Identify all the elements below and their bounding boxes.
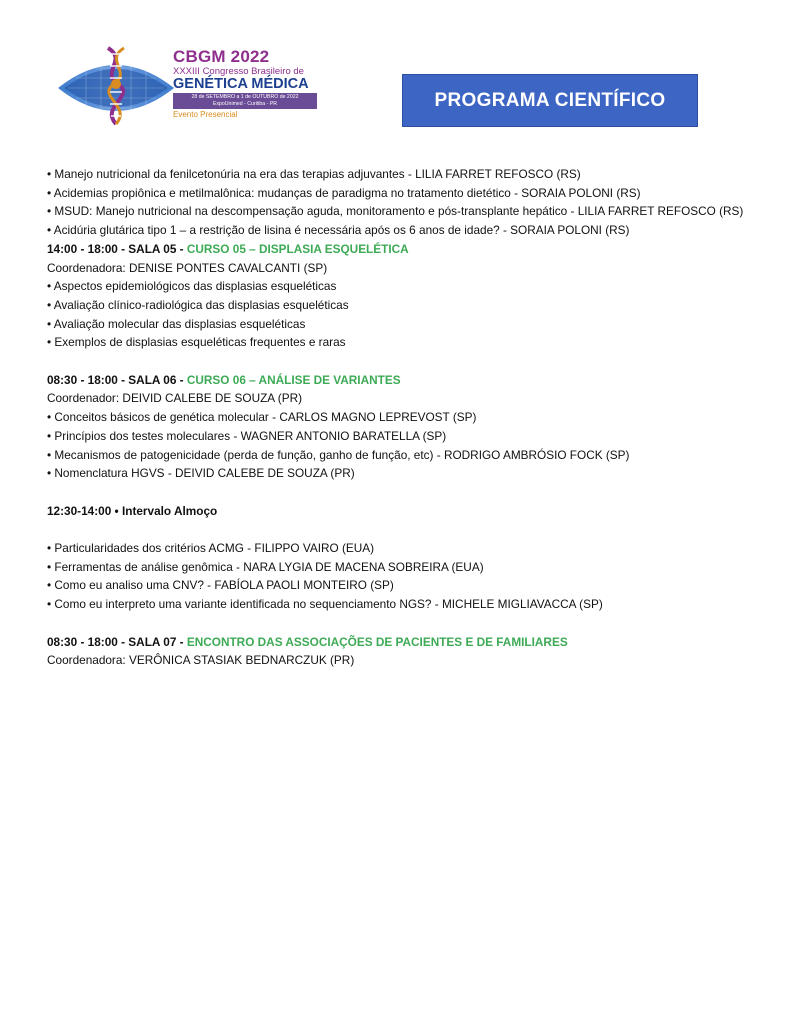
logo-presencial: Evento Presencial [173, 110, 238, 119]
list-item: • Avaliação molecular das displasias esqueléticas [47, 316, 306, 331]
logo-dates: 28 de SETEMBRO a 1 de OUTUBRO de 2022 [191, 94, 299, 100]
logo-venue: ExpoUnimed - Curitiba - PR [212, 101, 277, 107]
session-coordinator: Coordenadora: VERÔNICA STASIAK BEDNARCZUK (PR) [47, 653, 355, 668]
list-item: • Como eu analiso uma CNV? - FABÍOLA PAOLI MONTEIRO (SP) [47, 578, 394, 593]
list-item: • Avaliação clínico-radiológica das displasias esqueléticas [47, 297, 349, 312]
session-title: CURSO 06 – ANÁLISE DE VARIANTES [186, 372, 401, 387]
logo-genetica: GENÉTICA MÉDICA [173, 76, 309, 92]
event-logo [56, 44, 316, 128]
program-content [47, 165, 752, 670]
banner-title: PROGRAMA CIENTÍFICO [434, 89, 666, 111]
program-banner [402, 74, 698, 127]
session-title: CURSO 05 – DISPLASIA ESQUELÉTICA [186, 241, 409, 256]
lunch-break [47, 502, 752, 521]
list-item: • Acidúria glutárica tipo 1 – a restrição de lisina é necessária após os 6 anos de idade? - SORAIA POLONI (RS) [47, 223, 630, 238]
session-heading [47, 240, 752, 259]
list-item: • Manejo nutricional da fenilcetonúria na era das terapias adjuvantes - LILIA FARRET REFOSCO (RS) [47, 167, 581, 181]
session-time: 14:00 - 18:00 - SALA 05 - [47, 241, 187, 256]
dna-eye-emblem-icon [56, 44, 176, 128]
session-coordinator: Coordenadora: DENISE PONTES CAVALCANTI (SP) [47, 260, 328, 275]
list-item: • Como eu interpreto uma variante identificada no sequenciamento NGS? - MICHELE MIGLIAVACCA (SP) [47, 597, 603, 612]
logo-brand: CBGM 2022 [173, 47, 270, 66]
list-item: • Aspectos epidemiológicos das displasias esqueléticas [47, 279, 337, 294]
list-item: • Exemplos de displasias esqueléticas frequentes e raras [47, 335, 346, 350]
session-coordinator: Coordenador: DEIVID CALEBE DE SOUZA (PR) [47, 391, 303, 406]
spacer [47, 352, 752, 371]
session-time: 08:30 - 18:00 - SALA 07 - [47, 634, 187, 649]
list-item: • Nomenclatura HGVS - DEIVID CALEBE DE SOUZA (PR) [47, 466, 355, 481]
logo-text [173, 48, 373, 120]
session-time: 08:30 - 18:00 - SALA 06 - [47, 372, 187, 387]
logo-dates-box [173, 93, 317, 109]
spacer [47, 483, 752, 502]
list-item: • Conceitos básicos de genética molecular - CARLOS MAGNO LEPREVOST (SP) [47, 410, 477, 425]
session-heading [47, 633, 752, 652]
list-item: • Particularidades dos critérios ACMG - FILIPPO VAIRO (EUA) [47, 541, 375, 556]
session-title: ENCONTRO DAS ASSOCIAÇÕES DE PACIENTES E DE FAMILIARES [186, 634, 568, 649]
list-item: • Acidemias propiônica e metilmalônica: mudanças de paradigma no tratamento dietético - SORAIA POLONI (RS) [47, 185, 641, 200]
session-heading [47, 371, 752, 390]
list-item: • Ferramentas de análise genômica - NARA LYGIA DE MACENA SOBREIRA (EUA) [47, 559, 484, 574]
list-item: • MSUD: Manejo nutricional na descompensação aguda, monitoramento e pós-transplante hepático - LILIA FARRET REFOSCO (RS) [47, 204, 744, 219]
lunch-break-text: 12:30-14:00 • Intervalo Almoço [47, 503, 218, 518]
logo-congress: XXXIII Congresso Brasileiro de [173, 66, 304, 77]
list-item: • Princípios dos testes moleculares - WAGNER ANTONIO BARATELLA (SP) [47, 428, 447, 443]
spacer [47, 614, 752, 633]
list-item: • Mecanismos de patogenicidade (perda de função, ganho de função, etc) - RODRIGO AMBRÓSIO FOCK (SP) [47, 447, 630, 462]
spacer [47, 520, 752, 539]
